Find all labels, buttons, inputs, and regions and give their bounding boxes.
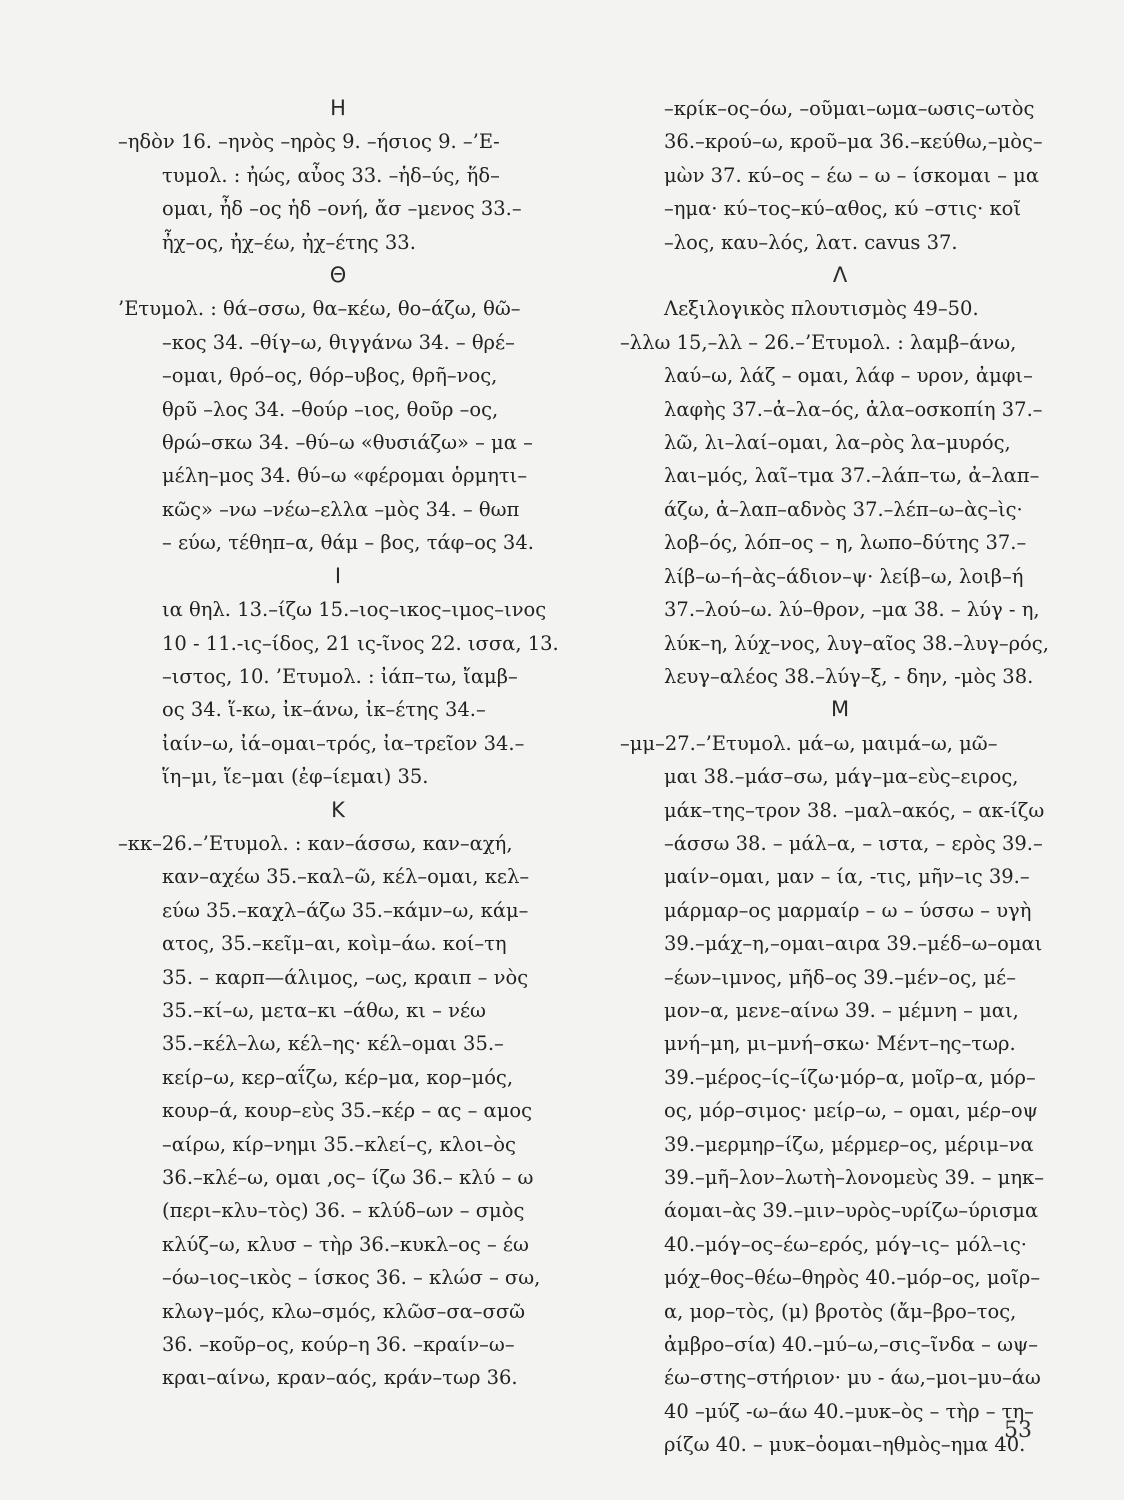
entry-line: –ηδὸν 16. –ηνὸς –ηρὸς 9. –ήσιος 9. –’Ε- [118,130,500,154]
right-column [620,92,1060,1462]
section-letter-heading: Η [330,96,346,120]
entry-line: λευγ–αλέος 38.–λύγ–ξ, - δην, -μὸς 38. [664,664,1034,688]
entry-line: λαφὴς 37.–ἀ–λα–ός, ἀλα–οσκοπίη 37.– [664,397,1043,421]
entry-line: μάρμαρ–ος μαρμαίρ – ω – ύσσω – υγὴ [664,898,1032,922]
entry-line: –αίρω, κίρ–νημι 35.–κλεί–ς, κλοι–ὸς [162,1132,516,1156]
entry-line: λοβ–ός, λόπ–ος – η, λωπο–δύτης 37.– [664,531,1027,555]
entry-line: ἰαίν–ω, ἰά–ομαι–τρός, ἰα–τρεῖον 34.– [162,731,525,755]
entry-line: 36.–κλέ–ω, ομαι ,ος– ίζω 36.– κλύ – ω [162,1166,534,1189]
entry-line: ος, μόρ–σιμος· μείρ–ω, – ομαι, μέρ–οψ [664,1099,1038,1123]
entry-line: μάκ–της–τρον 38. –μαλ–ακός, – ακ-ίζω [664,798,1045,822]
section-letter-heading: Θ [329,263,347,288]
entry-line: ομαι, ἦδ –ος ἡδ –ονή, ἄσ –μενος 33.– [162,197,522,221]
entry-line: 40.–μόγ–ος–έω–ερός, μόγ–ις– μόλ–ις· [664,1232,1027,1256]
entry-line: εύω 35.–καχλ–άζω 35.–κάμν–ω, κάμ– [162,898,529,922]
entry-line: μέλη–μος 34. θύ–ω «φέρομαι ὁρμητι– [162,464,528,488]
entry-line: 39.–μάχ–η,–ομαι–αιρα 39.–μέδ–ω–ομαι [664,932,1043,956]
entry-line: κείρ–ω, κερ–αΐζω, κέρ–μα, κορ–μός, [162,1065,514,1089]
entry-line: –λος, καυ–λός, λατ. cavus 37. [664,230,958,254]
entry-line: λαι–μός, λαῖ–τμα 37.–λάπ–τω, ἀ–λαπ– [664,464,1040,488]
entry-line: κλύζ–ω, κλυσ – τὴρ 36.–κυκλ–ος – έω [162,1232,529,1256]
entry-line: θρῦ –λος 34. –θούρ –ιος, θοῦρ –ος, [162,397,499,421]
entry-line: ια θηλ. 13.–ίζω 15.–ιος–ικος–ιμος–ινος [162,598,547,622]
section-letter-heading: Ι [334,563,342,588]
entry-line: 35.–κέλ–λω, κέλ–ης· κέλ–ομαι 35.– [162,1032,504,1056]
entry-line: μον–α, μενε–αίνω 39. – μέμνη – μαι, [664,998,1019,1022]
entry-line: τυμολ. : ἠώς, αὖος 33. –ἡδ–ύς, ἥδ– [162,163,500,187]
entry-line: μὼν 37. κύ–ος – έω – ω – ίσκομαι – μα [664,163,1039,187]
entry-line: –κος 34. –θίγ–ω, θιγγάνω 34. – θρέ– [162,330,515,354]
left-column [118,92,558,1395]
entry-line: –ιστος, 10. ’Ετυμολ. : ἰάπ–τω, ἴαμβ– [162,664,518,688]
entry-line: ’Ετυμολ. : θά–σσω, θα–κέω, θο–άζω, θῶ– [118,297,521,321]
entry-line: –έων–ιμνος, μῆδ–ος 39.–μέν–ος, μέ– [664,965,1017,989]
entry-line: 35.–κί–ω, μετα–κι –άθω, κι – νέω [162,998,486,1022]
entry-line: λαύ–ω, λάζ – ομαι, λάφ – υρον, ἀμφι– [664,364,1033,388]
entry-line: 36.–κρού–ω, κροῦ–μα 36.–κεύθω,–μὸς– [664,130,1043,154]
entry-line: μαι 38.–μάσ–σω, μάγ–μα–εὺς–ειρος, [664,765,1019,789]
entry-line: ατος, 35.–κεῖμ–αι, κοὶμ–άω. κοί–τη [162,932,507,956]
entry-line: –όω–ιος–ικὸς – ίσκος 36. – κλώσ – σω, [162,1266,541,1290]
entry-line: ος 34. ἵ-κω, ἰκ–άνω, ἰκ–έτης 34.– [162,698,486,722]
entry-line: έω–στης–στήριον· μυ - άω,–μοι–μυ–άω [664,1366,1041,1390]
entry-line: κῶς» –νω –νέω–ελλα –μὸς 34. – θωπ [162,497,520,521]
entry-line: 39.–μῆ–λον–λωτὴ–λονομεὺς 39. – μηκ– [664,1166,1044,1189]
entry-line: κλωγ–μός, κλω–σμός, κλῶσ–σα–σσῶ [162,1299,526,1323]
entry-line: Λεξιλογικὸς πλουτισμὸς 49–50. [664,297,979,321]
page-number: 53 [1004,1418,1032,1443]
section-letter-heading: Κ [331,797,345,822]
entry-line: κραι–αίνω, κραν–αός, κράν–τωρ 36. [162,1366,518,1390]
entry-line: μαίν–ομαι, μαν – ία, -τις, μῆν–ις 39.– [664,865,1030,889]
entry-line: μνή–μη, μι–μνή–σκω· Μέντ–ης–τωρ. [664,1032,1016,1056]
entry-line: 40 –μύζ -ω–άω 40.–μυκ–ὸς – τὴρ – τη– [664,1399,1034,1423]
entry-line: λῶ, λι–λαί–ομαι, λα–ρὸς λα–μυρός, [664,431,1011,455]
entry-line: ἵη–μι, ἵε–μαι (ἐφ–ίεμαι) 35. [162,765,429,789]
entry-line: μόχ–θος–θέω–θηρὸς 40.–μόρ–ος, μοῖρ– [664,1266,1041,1290]
entry-line: 35. – καρπ—άλιμος, –ως, κραιπ – νὸς [162,965,529,989]
section-letter-heading: Λ [832,263,848,288]
entry-line: –άσσω 38. – μάλ–α, – ιστα, – ερὸς 39.– [664,831,1043,855]
entry-line: ρίζω 40. – μυκ–ὁομαι–ηθμὸς–ημα 40. [664,1433,1026,1457]
entry-line: 39.–μερμηρ–ίζω, μέρμερ–ος, μέριμ–να [664,1132,1034,1156]
entry-line: λίβ–ω–ή–ὰς–άδιον–ψ· λείβ–ω, λοιβ–ή [664,564,1024,588]
entry-line: 10 - 11.-ις–ίδος, 21 ις-ῖνος 22. ισσα, 13. [162,631,559,655]
entry-line: 37.–λού–ω. λύ–θρον, –μα 38. – λύγ - η, [664,598,1040,622]
section-letter-heading: Μ [830,697,850,722]
entry-line: κουρ–ά, κουρ–εὺς 35.–κέρ – ας – αμος [162,1099,533,1123]
entry-line: ἀμβρο–σία) 40.–μύ–ω,–σις–ῖνδα – ωψ– [664,1333,1039,1357]
entry-line: θρώ–σκω 34. –θύ–ω «θυσιάζω» – μα – [162,431,533,455]
entry-line: –ημα· κύ–τος–κύ–αθος, κύ –στις· κοῖ [664,197,1022,221]
entry-line: άομαι–ὰς 39.–μιν–υρὸς–υρίζω–ύρισμα [664,1199,1039,1223]
entry-line: καν–αχέω 35.–καλ–ῶ, κέλ–ομαι, κελ– [162,865,530,889]
entry-line: άζω, ἀ–λαπ–αδνὸς 37.–λέπ–ω–ὰς–ὶς· [664,497,1023,521]
entry-line: ἦχ–ος, ἠχ–έω, ἠχ–έτης 33. [162,230,416,254]
entry-line: –κρίκ–ος–όω, –οῦμαι–ωμα–ωσις–ωτὸς [664,97,1035,120]
entry-line: –λλω 15,–λλ – 26.–’Ετυμολ. : λαμβ–άνω, [620,330,1017,354]
entry-line: –ομαι, θρό–ος, θόρ–υβος, θρῆ–νος, [162,364,498,388]
entry-line: 36. –κοῦρ–ος, κούρ–η 36. –κραίν–ω– [162,1333,515,1357]
entry-line: 39.–μέρος–ίς–ίζω·μόρ–α, μοῖρ–α, μόρ– [664,1065,1036,1089]
entry-line: λύκ–η, λύχ–νος, λυγ–αῖος 38.–λυγ–ρός, [664,631,1049,655]
entry-line: –κκ–26.–’Ετυμολ. : καν–άσσω, καν–αχή, [118,831,513,855]
entry-line: –μμ–27.–’Ετυμολ. μά–ω, μαιμά–ω, μῶ– [620,731,998,755]
entry-line: α, μορ–τὸς, (μ) βροτὸς (ἄμ–βρο–τος, [664,1299,1017,1323]
entry-line: – εύω, τέθηπ–α, θάμ – βος, τάφ–ος 34. [162,531,534,555]
entry-line: (περι–κλυ–τὸς) 36. – κλύδ–ων – σμὸς [162,1199,525,1223]
